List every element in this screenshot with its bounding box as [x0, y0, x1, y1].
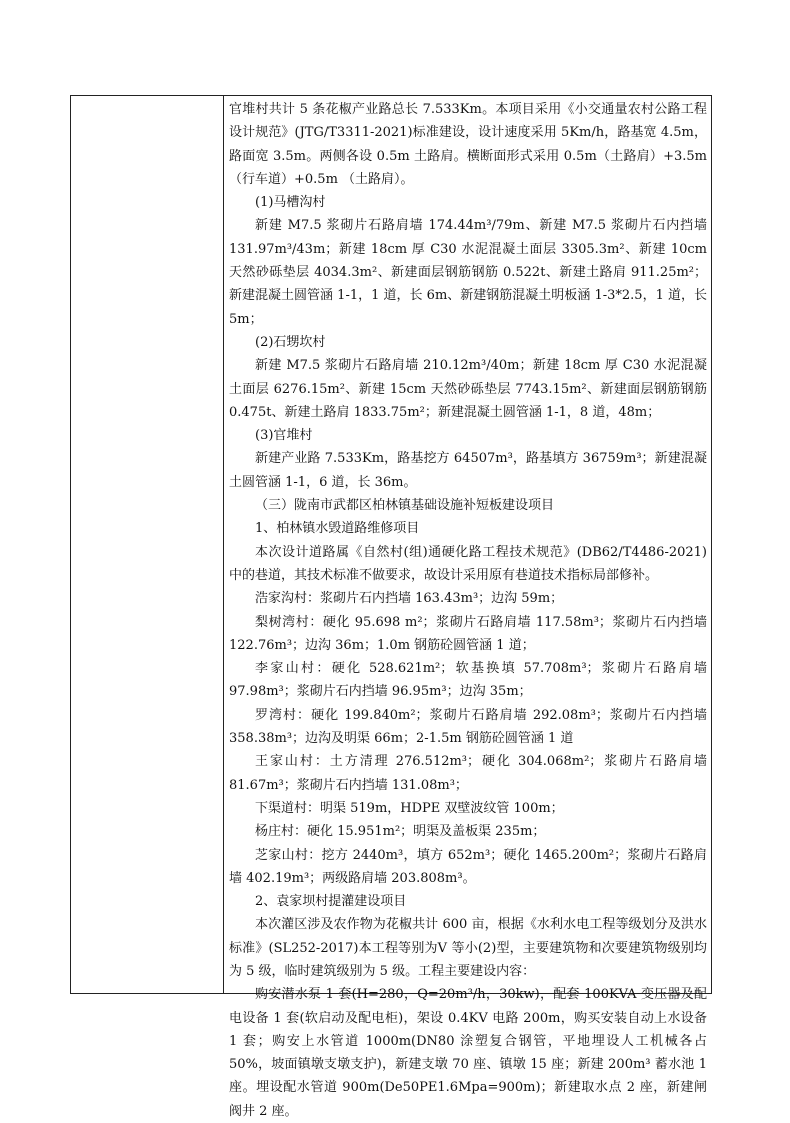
village-item: 杨庄村：硬化 15.951m²；明渠及盖板渠 235m；: [255, 824, 546, 840]
paragraph: 本次设计道路属《自然村(组)通硬化路工程技术规范》(DB62/T4486-2021)中的巷道，其技术标准不做要求，故设计采用原有巷道技术指标局部修补。: [229, 544, 707, 583]
village-item: 王家山村：土方清理 276.512m³；硬化 304.068m²；浆砌片石路肩墙 81.67m³；浆砌片石内挡墙 131.08m³；: [229, 754, 707, 793]
subheading: 1、柏林镇水毁道路维修项目: [255, 521, 420, 537]
subheading: (3)官堆村: [255, 428, 313, 444]
village-item: 梨树湾村：硬化 95.698 m²；浆砌片石路肩墙 117.58m³；浆砌片石内挡墙 122.76m³；边沟 36m；1.0m 钢筋砼圆管涵 1 道；: [229, 614, 707, 653]
subheading: (1)马槽沟村: [255, 195, 326, 211]
subheading: 2、袁家坝村提灌建设项目: [255, 894, 407, 910]
paragraph: 官堆村共计 5 条花椒产业路总长 7.533Km。本项目采用《小交通量农村公路工程设计规范》(JTG/T3311-2021)标准建设，设计速度采用 5Km/h，路基宽 4.5m，路面宽 3.5m。两侧各设 0.5m 土路肩。横断面形式采用 0.5m（土路肩）+3.5m（行车道）+0.5m （土路肩）。: [229, 102, 707, 187]
paragraph: 新建 M7.5 浆砌片石路肩墙 174.44m³/79m、新建 M7.5 浆砌片石内挡墙 131.97m³/43m；新建 18cm 厚 C30 水泥混凝土面层 3305.3m²、新建 10cm 天然砂砾垫层 4034.3m²、新建面层钢筋钢筋 0.522t、新建土路肩 911.25m²；新建混凝土圆管涵 1-1，1 道，长 6m、新建钢筋混凝土明板涵 1-3*2.5，1 道，长 5m；: [229, 218, 707, 327]
village-item: 下渠道村：明渠 519m，HDPE 双壁波纹管 100m；: [255, 800, 564, 816]
village-item: 浩家沟村：浆砌片石内挡墙 163.43m³；边沟 59m；: [255, 591, 564, 607]
subheading: (2)石甥坎村: [255, 334, 326, 350]
paragraph: 本次灌区涉及农作物为花椒共计 600 亩，根据《水利水电工程等级划分及洪水标准》(SL252-2017)本工程等别为Ⅴ 等小(2)型，主要建筑物和次要建筑物级别均为 5 级，临时建筑级别为 5 级。工程主要建设内容：: [229, 917, 707, 979]
column-divider: [223, 96, 224, 993]
content-cell: [229, 98, 707, 1123]
paragraph: 购安潜水泵 1 套(H=280，Q=20m³/h，30kw)，配套 100KVA 变压器及配电设备 1 套(软启动及配电柜)，架设 0.4KV 电路 200m，购买安装自动上水设备 1 套；购安上水管道 1000m(DN80 涂塑复合钢管，平地埋设人工机械各占 50%，坡面镇墩支墩支护)，新建支墩 70 座、镇墩 15 座；新建 200m³ 蓄水池 1 座。埋设配水管道 900m(De50PE1.6Mpa=900m)；新建取水点 2 座，新建闸阀井 2 座。: [229, 987, 707, 1119]
section-heading: （三）陇南市武都区柏林镇基础设施补短板建设项目: [255, 498, 555, 514]
content-table: [70, 95, 712, 1119]
village-item: 芝家山村：挖方 2440m³，填方 652m³；硬化 1465.200m²；浆砌片石路肩墙 402.19m³；两级路肩墙 203.808m³。: [229, 847, 707, 886]
village-item: 罗湾村：硬化 199.840m²；浆砌片石路肩墙 292.08m³；浆砌片石内挡墙 358.38m³；边沟及明渠 66m；2-1.5m 钢筋砼圆管涵 1 道: [229, 707, 707, 747]
village-item: 李家山村：硬化 528.621m²；软基换填 57.708m³；浆砌片石路肩墙 97.98m³；浆砌片石内挡墙 96.95m³；边沟 35m；: [229, 661, 707, 700]
paragraph: 新建 M7.5 浆砌片石路肩墙 210.12m³/40m；新建 18cm 厚 C30 水泥混凝土面层 6276.15m²、新建 15cm 天然砂砾垫层 7743.15m²、新建面层钢筋钢筋 0.475t、新建土路肩 1833.75m²；新建混凝土圆管涵 1-1，8 道，48m；: [229, 358, 707, 420]
paragraph: 新建产业路 7.533Km，路基挖方 64507m³，路基填方 36759m³；新建混凝土圆管涵 1-1，6 道，长 36m。: [229, 451, 707, 490]
